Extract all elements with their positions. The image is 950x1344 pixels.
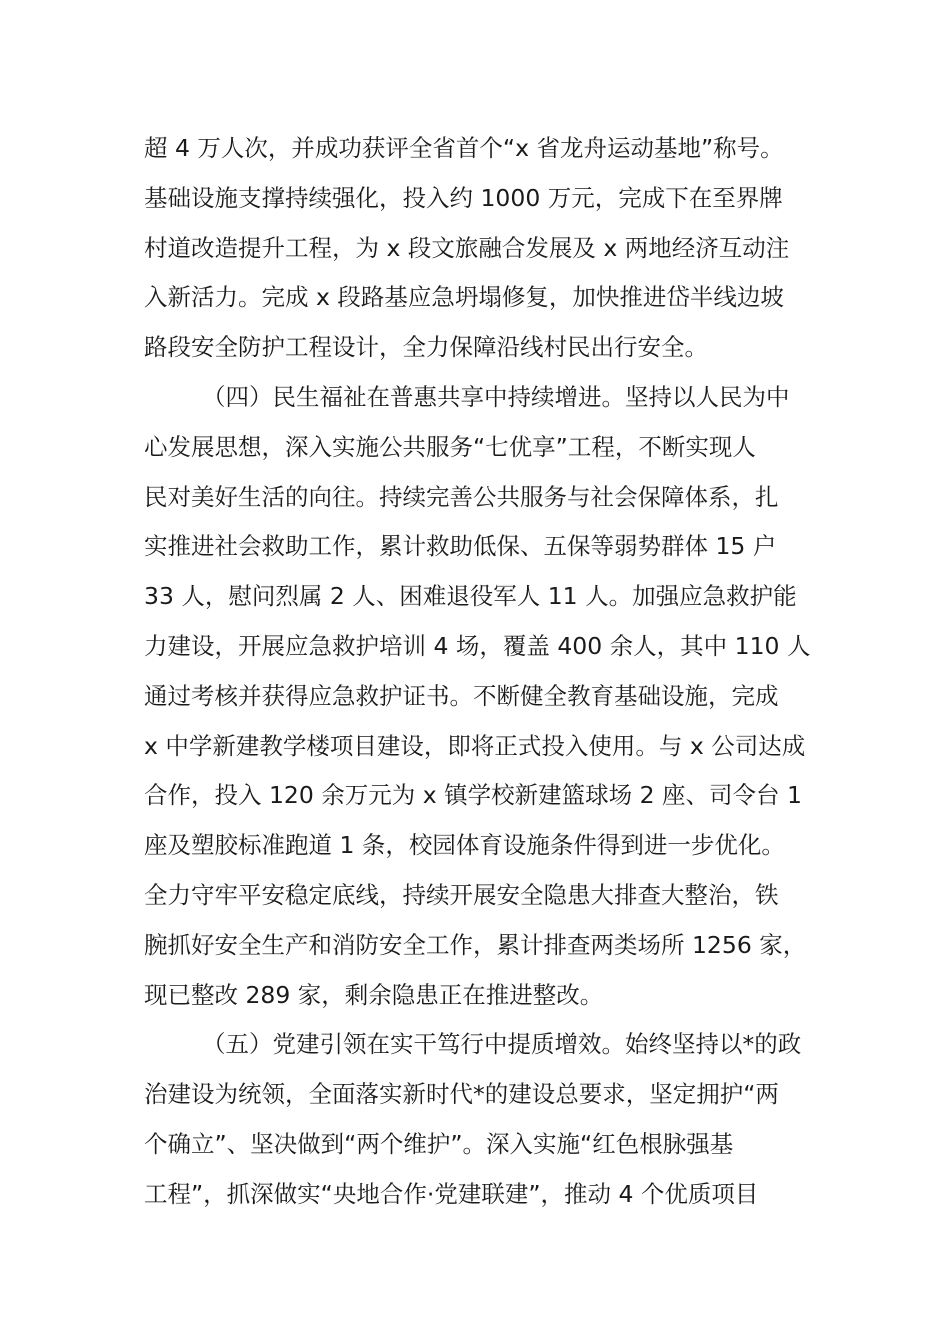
section-heading-line: （五）党建引领在实干笃行中提质增效。始终坚持以*的政 <box>202 1030 802 1059</box>
text-line: 全力守牢平安稳定底线，持续开展安全隐患大排查大整治，铁 <box>144 880 779 909</box>
text-line: 基础设施支撑持续强化，投入约 1000 万元，完成下在至界牌 <box>144 183 783 212</box>
text-line: 腕抓好安全生产和消防安全工作，累计排查两类场所 1256 家， <box>144 930 807 959</box>
text-line: 座及塑胶标准跑道 1 条，校园体育设施条件得到进一步优化。 <box>144 831 785 860</box>
text-line: 实推进社会救助工作，累计救助低保、五保等弱势群体 15 户 <box>144 532 777 561</box>
text-line: 入新活力。完成 x 段路基应急坍塌修复，加快推进岱半线边坡 <box>144 283 784 312</box>
text-line: 治建设为统领，全面落实新时代*的建设总要求，坚定拥护“两 <box>144 1080 779 1109</box>
text-line: 心发展思想，深入实施公共服务“七优享”工程，不断实现人 <box>144 432 756 461</box>
text-line: 通过考核并获得应急救护证书。不断健全教育基础设施，完成 <box>144 681 779 710</box>
document-body <box>144 124 811 1220</box>
text-line: 个确立”、坚决做到“两个维护”。深入实施“红色根脉强基 <box>144 1129 734 1158</box>
text-line: 民对美好生活的向往。持续完善公共服务与社会保障体系，扎 <box>144 482 779 511</box>
text-line: 村道改造提升工程，为 x 段文旅融合发展及 x 两地经济互动注 <box>144 233 790 262</box>
text-line: 力建设，开展应急救护培训 4 场，覆盖 400 余人，其中 110 人 <box>144 631 811 660</box>
section-heading-line: （四）民生福祉在普惠共享中持续增进。坚持以人民为中 <box>202 382 790 411</box>
text-line: 工程”，抓深做实“央地合作·党建联建”，推动 4 个优质项目 <box>144 1179 759 1208</box>
text-line: 合作，投入 120 余万元为 x 镇学校新建篮球场 2 座、司令台 1 <box>144 781 802 810</box>
text-line: 路段安全防护工程设计，全力保障沿线村民出行安全。 <box>144 333 708 362</box>
text-line: 33 人，慰问烈属 2 人、困难退役军人 11 人。加强应急救护能 <box>144 582 797 611</box>
text-line: x 中学新建教学楼项目建设，即将正式投入使用。与 x 公司达成 <box>144 731 806 760</box>
text-line: 现已整改 289 家，剩余隐患正在推进整改。 <box>144 980 604 1009</box>
text-line: 超 4 万人次，并成功获评全省首个“x 省龙舟运动基地”称号。 <box>144 134 784 162</box>
